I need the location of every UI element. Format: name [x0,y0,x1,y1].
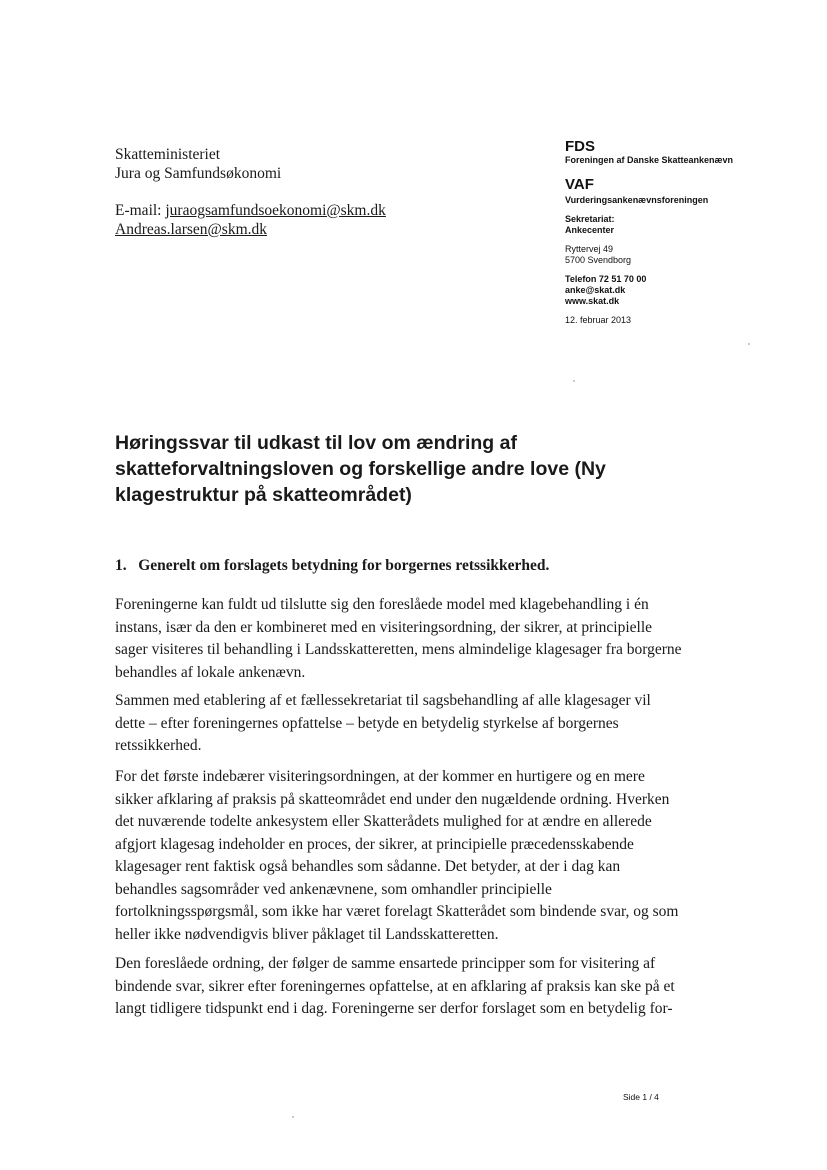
document-title: Høringssvar til udkast til lov om ændring af skatteforvaltningsloven og forskellige andre love (Ny klagestruktur på skatteområdet) [115,432,606,506]
section-heading: 1. Generelt om forslagets betydning for borgernes retssikkerhed. [115,557,550,574]
scan-speck [292,1116,294,1118]
body-paragraph: Foreningerne kan fuldt ud tilslutte sig den foreslåede model med klagebehandling i én instans, især da den er kombineret med en visiteringsordning, der sikrer, at principielle sager visiteres til behandling i Landsskatteretten, mens almindelige klagesager fra borgerne behandles af lokale ankenævn. [115,596,682,681]
sender-org1-short: FDS [565,138,595,155]
secretariat-label: Sekretariat: [565,214,615,224]
recipient-email-line [115,201,386,220]
sender-city: 5700 Svendborg [565,255,632,265]
secretariat-name: Ankecenter [565,225,615,235]
recipient-email-link-1[interactable]: juraogsamfundsoekonomi@skm.dk [165,202,386,219]
scan-speck [748,343,750,345]
sender-block [565,138,805,326]
recipient-email-link-2[interactable]: Andreas.larsen@skm.dk [115,221,268,238]
sender-street: Ryttervej 49 [565,244,614,254]
sender-phone: Telefon 72 51 70 00 [565,274,647,284]
recipient-block [115,145,386,239]
body-paragraph: Sammen med etablering af et fællessekretariat til sagsbehandling af alle klagesager vil dette – efter foreningernes opfattelse – betyde en betydelig styrkelse af borgernes retssikkerhed. [115,692,651,754]
sender-email[interactable]: anke@skat.dk [565,285,626,295]
sender-org2-short: VAF [565,176,594,193]
email-label: E-mail: [115,202,162,219]
sender-web[interactable]: www.skat.dk [565,296,620,306]
recipient-ministry: Skatteministeriet [115,146,221,163]
scan-speck [573,380,575,382]
sender-org2-name: Vurderingsankenævnsforeningen [565,195,709,205]
body-paragraph: Den foreslåede ordning, der følger de samme ensartede principper som for visitering af bindende svar, sikrer efter foreningernes opfattelse, at en afklaring af praksis kan ske på et langt tidligere tidspunkt end i dag. Foreningerne ser derfor forslaget som en betydelig for- [115,955,675,1017]
body-paragraph: For det første indebærer visiteringsordningen, at der kommer en hurtigere og en mere sikker afklaring af praksis på skatteområdet end under den nugældende ordning. Hverken det nuværende todelte ankesystem eller Skatterådets mulighed for at ændre en allerede afgjort klagesag indeholder en proces, der sikrer, at principielle præcedensskabende klagesager rent faktisk også behandles som sådanne. Det betyder, at der i dag kan behandles sagsområder ved ankenævnene, som omhandler principielle fortolkningsspørgsmål, som ikke har været forelagt Skatterådet som bindende svar, og som heller ikke nødvendigvis bliver påklaget til Landsskatteretten. [115,768,679,943]
letter-date: 12. februar 2013 [565,315,632,325]
sender-org1-name: Foreningen af Danske Skatteankenævn [565,155,734,165]
recipient-department: Jura og Samfundsøkonomi [115,165,282,182]
page-number: Side 1 / 4 [623,1092,659,1102]
